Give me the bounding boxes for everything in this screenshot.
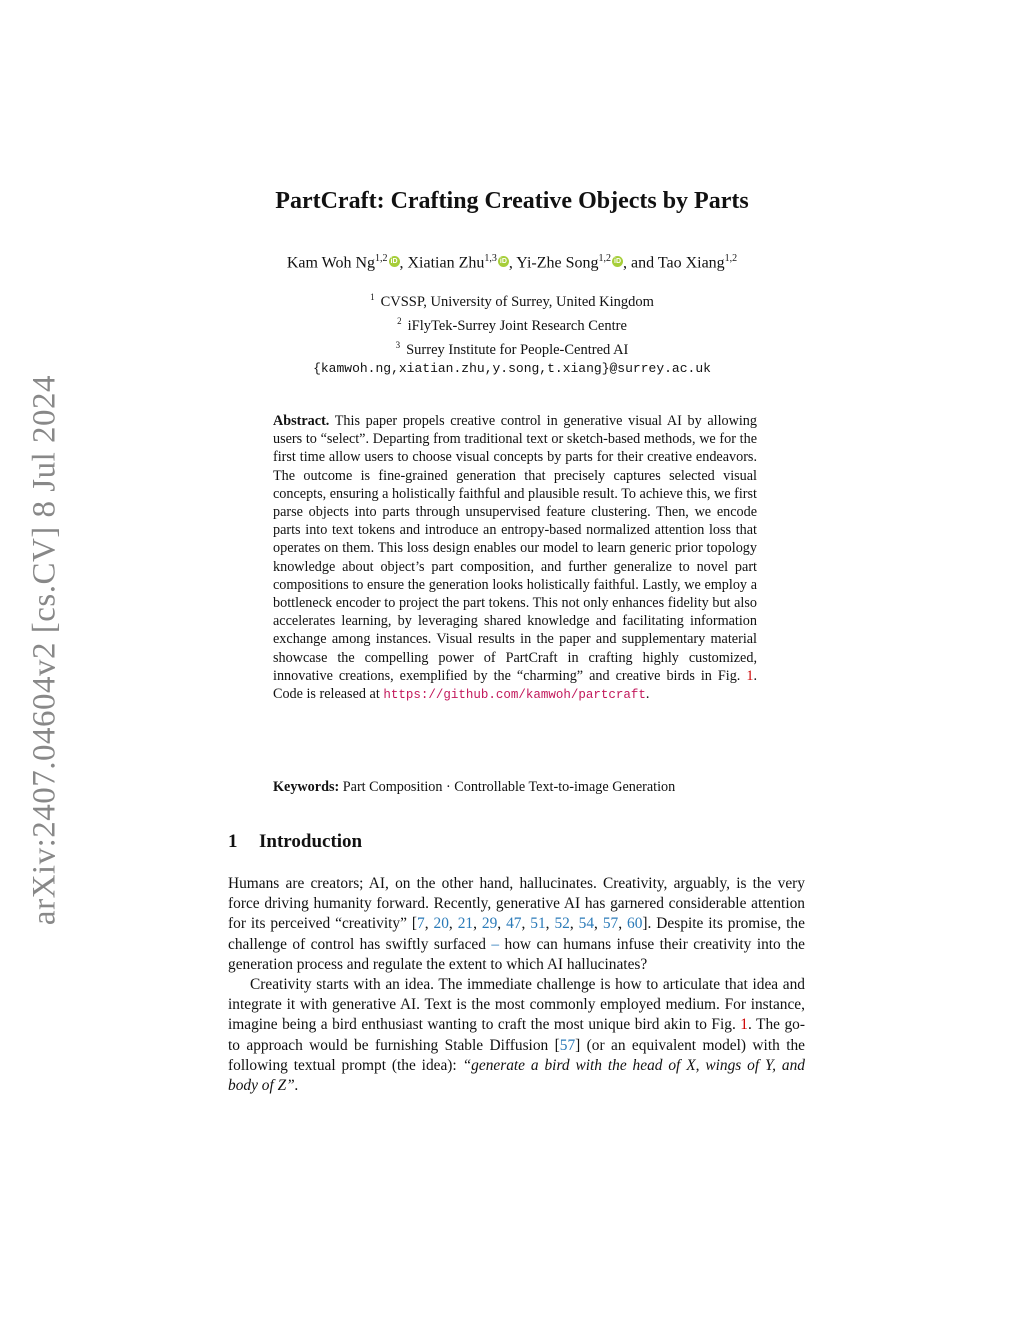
orcid-icon[interactable]: iD bbox=[499, 258, 507, 266]
citation-link[interactable]: 29 bbox=[481, 915, 498, 933]
keywords bbox=[273, 779, 757, 796]
citation-link[interactable]: 52 bbox=[554, 915, 570, 933]
section-title: Introduction bbox=[259, 831, 363, 852]
paragraph: Humans are creators; AI, on the other hand, hallucinates. Creativity, arguably, is the very force driving humanity forward. Recently, generative AI has garnered considerable attention for its perceived “creativity” [7, 20, 21, 29, 47, 51, 52, 54, 57, 60]. Despite its promise, the challenge of control has swiftly surfaced – how can humans infuse their creativity into the generation process and regulate the extent to which AI hallucinates? bbox=[228, 875, 805, 973]
author-affil-sup: 1,2 bbox=[375, 253, 388, 264]
abstract-text: This paper propels creative control in generative visual AI by allowing users to “select”. Departing from traditional text or sketch-based methods, we for the first time allow users to choose visual concepts by parts for their creative endeavors. The outcome is fine-grained generation that precisely captures selected visual concepts, ensuring a holistically faithful and plausible result. To achieve this, we first parse objects into parts through unsupervised feature clustering. Then, we encode parts into text tokens and introduce an entropy-based normalized attention loss that operates on them. This loss design enables our model to learn generic prior topology knowledge about object’s part composition, and further generalize to novel part compositions to ensure the generation looks holistically faithful. Lastly, we employ a bottleneck encoder to project the part tokens. This not only enhances fidelity but also accelerates learning, by leveraging shared knowledge and facilitating information exchange among instances. Visual results in the paper and supplementary material showcase the compelling power of PartCraft in crafting highly customized, innovative creations, exemplified by the “charming” and creative birds in Fig. bbox=[273, 413, 757, 684]
citation-link[interactable]: 20 bbox=[433, 915, 449, 933]
author-affil-sup: 1,2 bbox=[598, 253, 611, 264]
citation-link[interactable]: 57 bbox=[559, 1036, 576, 1054]
author-name: Xiatian Zhu bbox=[407, 254, 485, 272]
citation-link[interactable]: 57 bbox=[602, 915, 619, 933]
author-name: Tao Xiang bbox=[657, 254, 725, 272]
citation-link[interactable]: 51 bbox=[530, 915, 546, 933]
affiliation-line: $^3$ Surrey Institute for People-Centred AI bbox=[395, 339, 629, 358]
keywords-label: Keywords: bbox=[273, 779, 340, 795]
code-url-link[interactable]: https://github.com/kamwoh/partcraft bbox=[383, 688, 646, 703]
abstract: Abstract. This paper propels creative control in generative visual AI by allowing users to “select”. Departing from traditional text or sketch-based methods, we for the first time allow users to choose visual concepts by parts for their creative endeavors. The outcome is fine-grained generation that precisely captures selected visual concepts, ensuring a holistically faithful and plausible result. To achieve this, we first parse objects into parts through unsupervised feature clustering. Then, we encode parts into text tokens and introduce an entropy-based normalized attention loss that operates on them. This loss design enables our model to learn generic prior topology knowledge about object’s part composition, and further generalize to novel part compositions to ensure the generation looks holistically faithful. Lastly, we employ a bottleneck encoder to project the part tokens. This not only enhances fidelity but also accelerates learning, by leveraging shared knowledge and facilitating information exchange among instances. Visual results in the paper and supplementary material showcase the compelling power of PartCraft in crafting highly customized, innovative creations, exemplified by the “charming” and creative birds in Fig. 1. Code is released at https://github.com/kamwoh/partcraft. bbox=[273, 413, 757, 703]
keywords-text: Part Composition · Controllable Text-to-image Generation bbox=[342, 779, 676, 795]
author-name: Yi-Zhe Song bbox=[516, 254, 599, 272]
affiliation-line: $^1$ CVSSP, University of Surrey, United Kingdom bbox=[370, 292, 654, 310]
affiliations bbox=[0, 288, 1024, 378]
dash-link[interactable]: – bbox=[491, 935, 500, 953]
section-number: 1 bbox=[228, 831, 238, 852]
author-name: Kam Woh Ng bbox=[286, 254, 375, 272]
author-affil-sup: 1,3 bbox=[484, 253, 497, 264]
arxiv-identifier bbox=[10, 370, 80, 930]
citation-link[interactable]: 7 bbox=[417, 915, 425, 933]
abstract-label: Abstract. bbox=[273, 413, 330, 429]
paragraph: Creativity starts with an idea. The immediate challenge is how to articulate that idea and integrate it with generative AI. Text is the most commonly employed medium. For instance, imagine being a bird enthusiast wanting to craft the most unique bird akin to Fig. 1. The go-to approach would be furnishing Stable Diffusion [57] (or an equivalent model) with the following textual prompt (the idea): “generate a bird with the head of X, wings of Y, and body of Z”. bbox=[228, 976, 806, 1095]
body-text bbox=[228, 874, 805, 1096]
author-emails: {kamwoh.ng,xiatian.zhu,y.song,t.xiang}@surrey.ac.uk bbox=[313, 361, 711, 377]
citation-link[interactable]: 54 bbox=[578, 915, 595, 933]
affiliation-line: $^2$ iFlyTek-Surrey Joint Research Centre bbox=[397, 315, 627, 334]
example-prompt: “generate a bird with the head of X, wings of Y, and body of Z”. bbox=[228, 1056, 806, 1095]
paper-title: PartCraft: Crafting Creative Objects by Parts bbox=[275, 188, 749, 214]
section-heading bbox=[228, 831, 362, 853]
citation-link[interactable]: 21 bbox=[457, 915, 474, 933]
author-list: Kam Woh Ng$^{1,2}$ iD , Xiatian Zhu$^{1,3}$ iD , Yi-Zhe Song$^{1,2}$ iD , and Tao Xiang$^{1,2}$ bbox=[286, 253, 738, 272]
orcid-icon[interactable]: iD bbox=[390, 258, 398, 266]
arxiv-identifier-text: arXiv:2407.04604v2 [cs.CV] 8 Jul 2024 bbox=[26, 374, 63, 926]
citation-link[interactable]: 47 bbox=[506, 915, 522, 933]
author-affil-sup: 1,2 bbox=[724, 253, 738, 264]
figure-ref-link[interactable]: 1 bbox=[746, 667, 754, 684]
orcid-icon[interactable]: iD bbox=[614, 258, 621, 266]
citation-link[interactable]: 60 bbox=[627, 915, 643, 933]
figure-ref-link[interactable]: 1 bbox=[740, 1016, 748, 1034]
